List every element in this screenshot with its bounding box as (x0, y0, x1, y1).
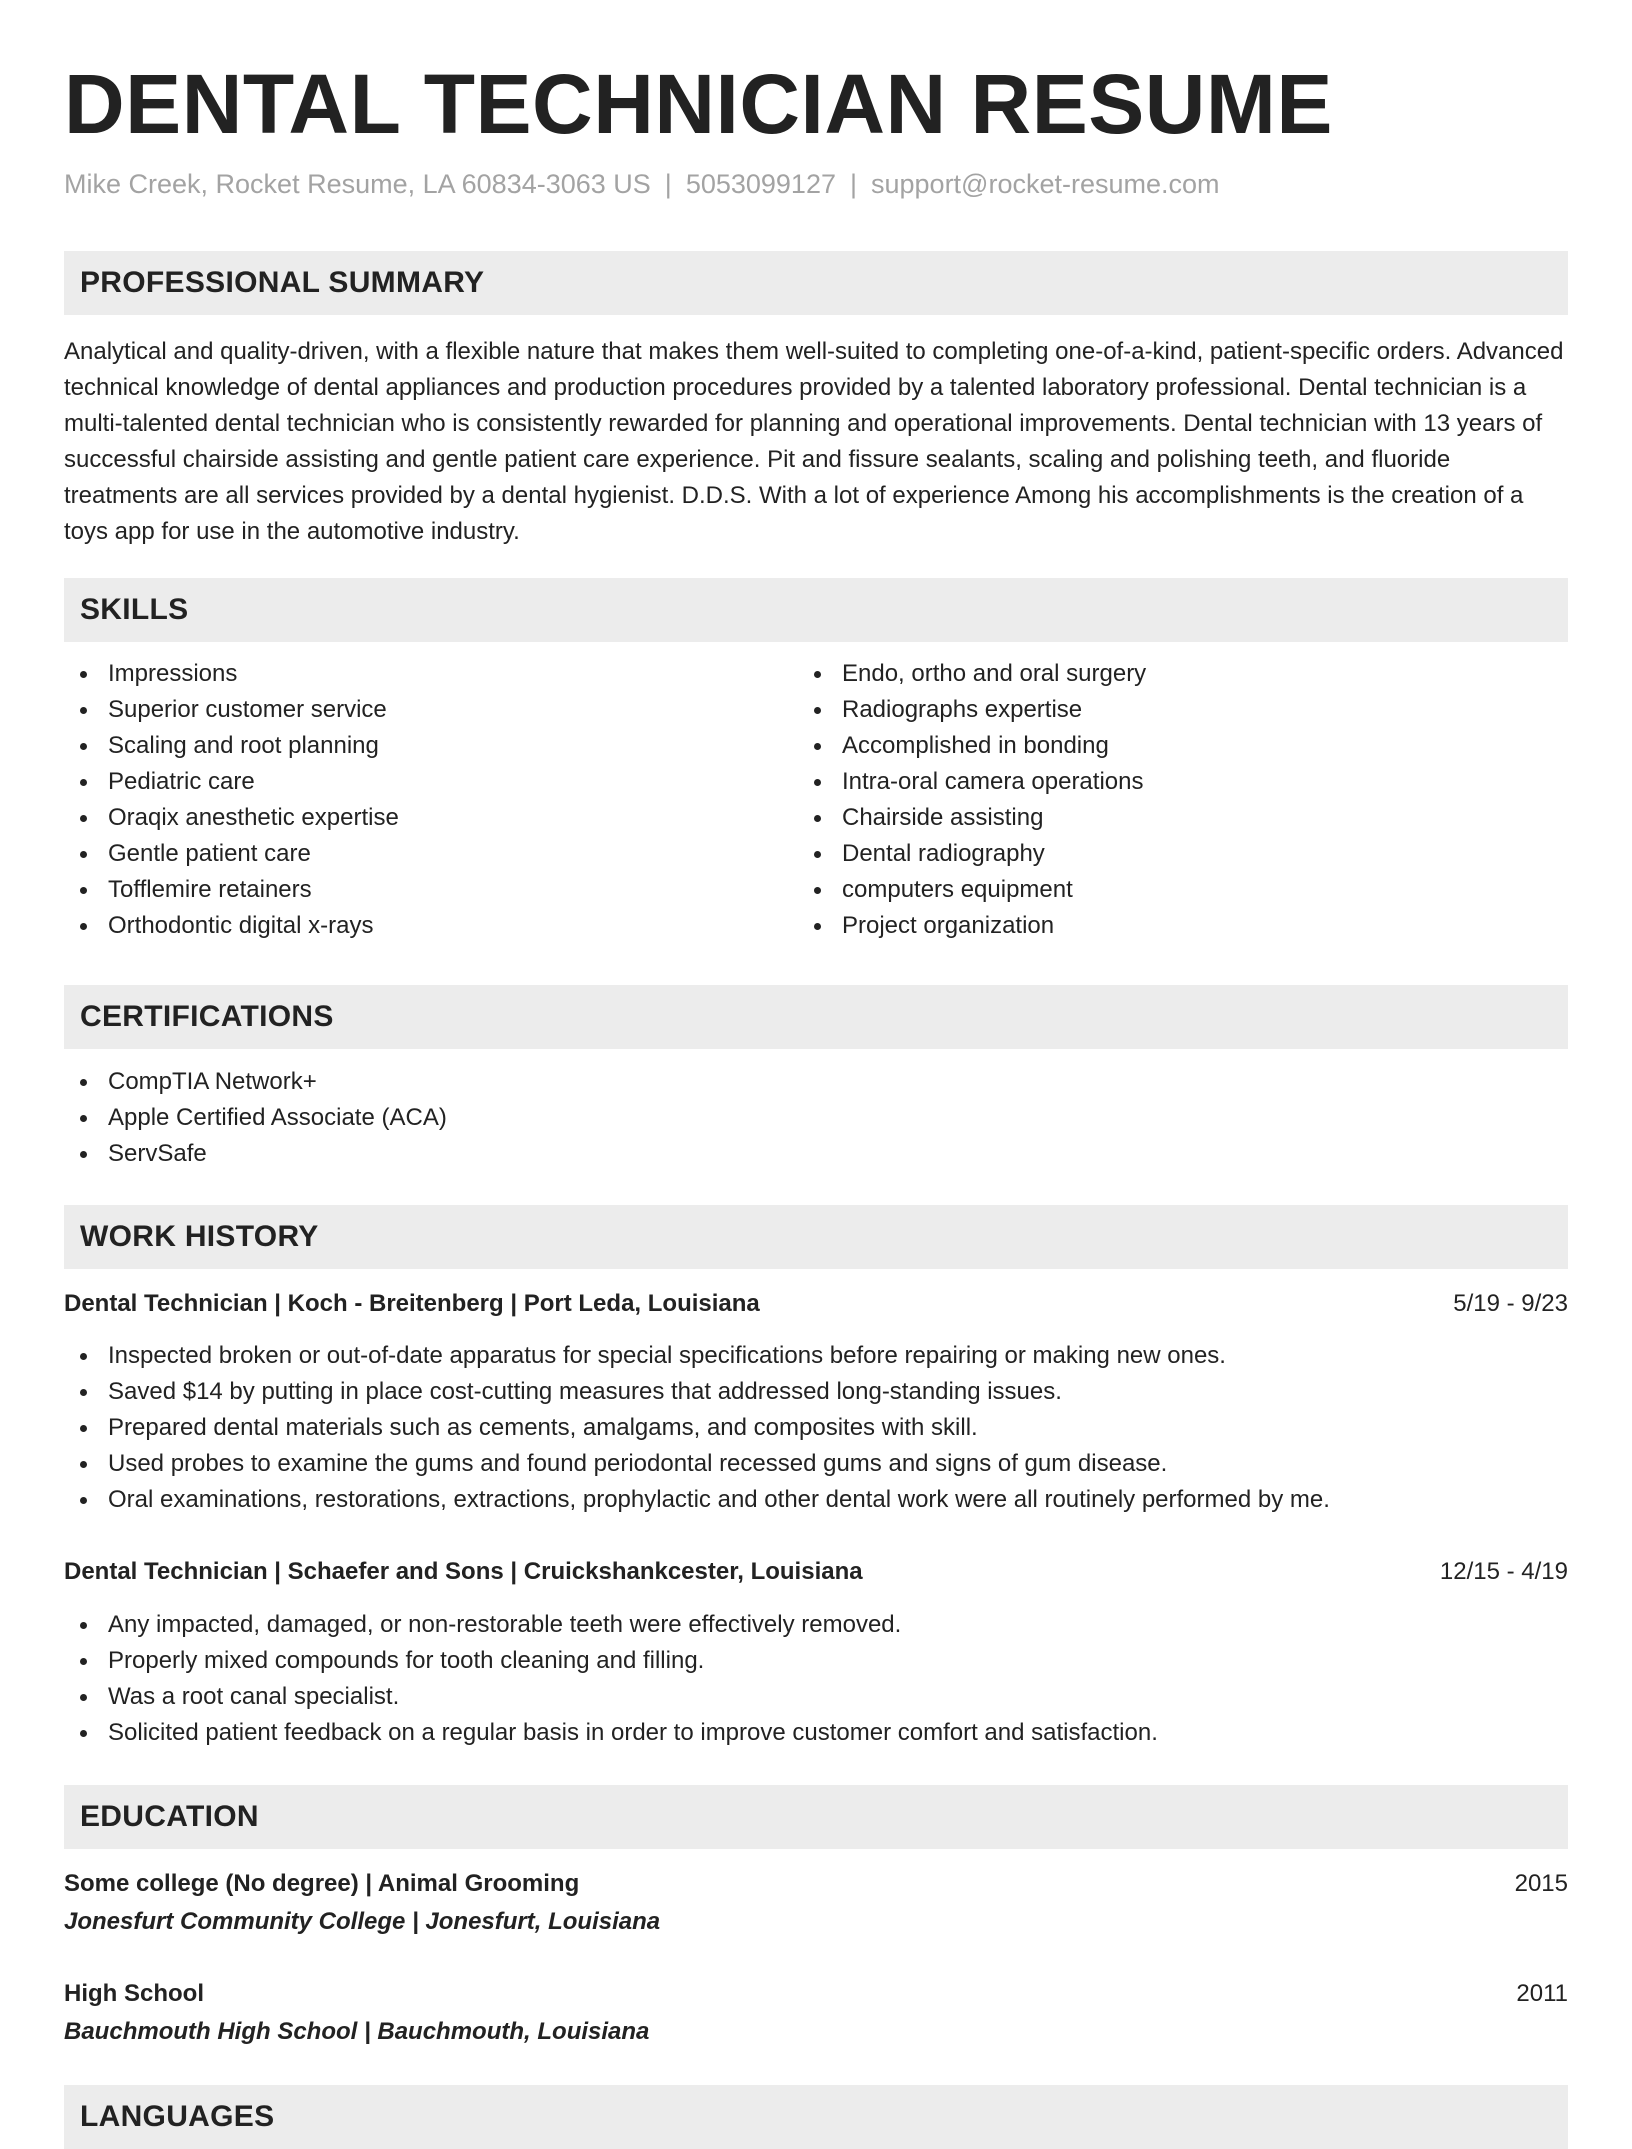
skill-item (64, 800, 399, 836)
job-duty-text: Prepared dental materials such as cements, amalgams, and composites with skill. (108, 1414, 978, 1441)
contact-line (64, 167, 1220, 201)
bullet-icon (814, 671, 821, 678)
education-section-header (64, 1785, 1568, 1849)
skill-label: Scaling and root planning (108, 732, 379, 759)
bullet-icon (814, 923, 821, 930)
job-duty-item (64, 1338, 1330, 1374)
skill-item (798, 764, 1146, 800)
job-duty-text: Solicited patient feedback on a regular basis in order to improve customer comfort and satisfaction. (108, 1719, 1158, 1746)
certification-label: Apple Certified Associate (ACA) (108, 1104, 447, 1131)
skill-item (64, 656, 399, 692)
skill-label: Impressions (108, 660, 238, 687)
skill-item (798, 728, 1146, 764)
bullet-icon (80, 1658, 87, 1665)
skill-label: Dental radiography (842, 840, 1045, 867)
certification-label: ServSafe (108, 1140, 207, 1167)
education-year: 2015 (1514, 1870, 1568, 1897)
education-entry-header (64, 1976, 1568, 2012)
certification-item (64, 1100, 447, 1136)
skill-item (64, 728, 399, 764)
bullet-icon (814, 815, 821, 822)
job-duty-text: Inspected broken or out-of-date apparatus for special specifications before repairing or making new ones. (108, 1342, 1226, 1369)
bullet-icon (814, 887, 821, 894)
skill-label: Radiographs expertise (842, 696, 1083, 723)
job-header (64, 1286, 1568, 1322)
bullet-icon (814, 707, 821, 714)
contact-address: Mike Creek, Rocket Resume, LA 60834-3063 US (64, 169, 651, 199)
job-title: Dental Technician | Schaefer and Sons | Cruickshankcester, Louisiana (64, 1558, 863, 1585)
job-duty-text: Was a root canal specialist. (108, 1683, 400, 1710)
skill-item (64, 836, 399, 872)
skill-label: Project organization (842, 912, 1055, 939)
job-duty-item (64, 1410, 1330, 1446)
contact-separator: | (849, 169, 857, 199)
skill-item (798, 656, 1146, 692)
job-duty-item (64, 1679, 1158, 1715)
job-duty-item (64, 1482, 1330, 1518)
bullet-icon (80, 707, 87, 714)
bullet-icon (80, 887, 87, 894)
skill-label: Superior customer service (108, 696, 387, 723)
bullet-icon (80, 1353, 87, 1360)
skill-label: Endo, ortho and oral surgery (842, 660, 1147, 687)
skill-item (64, 692, 399, 728)
contact-separator: | (664, 169, 672, 199)
bullet-icon (80, 1730, 87, 1737)
job-duty-text: Saved $14 by putting in place cost-cutting measures that addressed long-standing issues. (108, 1378, 1062, 1405)
bullet-icon (80, 671, 87, 678)
job-duty-item (64, 1607, 1158, 1643)
certifications-heading: CERTIFICATIONS (80, 1000, 334, 1033)
bullet-icon (80, 1425, 87, 1432)
certification-item (64, 1064, 447, 1100)
bullet-icon (80, 923, 87, 930)
job-dates: 12/15 - 4/19 (1439, 1558, 1568, 1585)
skill-label: Oraqix anesthetic expertise (108, 804, 399, 831)
job-dates: 5/19 - 9/23 (1453, 1290, 1568, 1317)
languages-heading: LANGUAGES (80, 2100, 275, 2133)
skill-label: Pediatric care (108, 768, 255, 795)
skill-item (798, 872, 1146, 908)
bullet-icon (814, 743, 821, 750)
job-duty-item (64, 1715, 1158, 1751)
bullet-icon (80, 1115, 87, 1122)
bullet-icon (80, 1694, 87, 1701)
contact-phone: 5053099127 (685, 169, 836, 199)
certification-label: CompTIA Network+ (108, 1068, 317, 1095)
education-degree: High School (64, 1980, 204, 2007)
job-duty-text: Used probes to examine the gums and found periodontal recessed gums and signs of gum disease. (108, 1450, 1168, 1477)
bullet-icon (814, 851, 821, 858)
bullet-icon (80, 1389, 87, 1396)
work-history-section-header (64, 1205, 1568, 1269)
summary-heading: PROFESSIONAL SUMMARY (80, 266, 485, 299)
skill-label: Accomplished in bonding (842, 732, 1109, 759)
bullet-icon (80, 1497, 87, 1504)
bullet-icon (80, 1461, 87, 1468)
job-duty-text: Any impacted, damaged, or non-restorable teeth were effectively removed. (108, 1611, 902, 1638)
languages-section-header (64, 2085, 1568, 2149)
education-heading: EDUCATION (80, 1800, 259, 1833)
bullet-icon (80, 743, 87, 750)
skill-label: Gentle patient care (108, 840, 311, 867)
job-duty-text: Oral examinations, restorations, extractions, prophylactic and other dental work were all routinely performed by me. (108, 1486, 1330, 1513)
skill-item (64, 872, 399, 908)
job-duty-item (64, 1374, 1330, 1410)
skill-item (64, 764, 399, 800)
skills-heading: SKILLS (80, 593, 189, 626)
education-degree: Some college (No degree) | Animal Grooming (64, 1870, 580, 1897)
work-history-heading: WORK HISTORY (80, 1220, 319, 1253)
education-school: Jonesfurt Community College | Jonesfurt, Louisiana (64, 1908, 661, 1935)
skills-section-header (64, 578, 1568, 642)
skill-label: Tofflemire retainers (108, 876, 312, 903)
summary-text: Analytical and quality-driven, with a flexible nature that makes them well-suited to completing one-of-a-kind, patient-specific orders. Advanced technical knowledge of dental appliances and production procedures provided by a talented laboratory professional. Dental technician is a multi-talented dental technician who is consistently rewarded for planning and operational improvements. Dental technician with 13 years of successful chairside assisting and gentle patient care experience. Pit and fissure sealants, scaling and polishing teeth, and fluoride treatments are all services provided by a dental hygienist. D.D.S. With a lot of experience Among his accomplishments is the creation of a toys app for use in the automotive industry. (64, 338, 1564, 545)
skills-list-left (64, 656, 399, 944)
bullet-icon (80, 779, 87, 786)
skill-item (798, 836, 1146, 872)
skill-label: Intra-oral camera operations (842, 768, 1144, 795)
certifications-section-header (64, 985, 1568, 1049)
skills-list-right (798, 656, 1146, 944)
education-entry-header (64, 1866, 1568, 1902)
bullet-icon (80, 851, 87, 858)
skill-label: Chairside assisting (842, 804, 1044, 831)
job-duty-item (64, 1446, 1330, 1482)
skill-label: computers equipment (842, 876, 1073, 903)
skill-item (798, 800, 1146, 836)
job-duties-list (64, 1338, 1330, 1518)
certifications-list (64, 1064, 447, 1172)
skill-label: Orthodontic digital x-rays (108, 912, 374, 939)
skill-item (64, 908, 399, 944)
job-title: Dental Technician | Koch - Breitenberg | Port Leda, Louisiana (64, 1290, 760, 1317)
bullet-icon (814, 779, 821, 786)
certification-item (64, 1136, 447, 1172)
summary-section-header (64, 251, 1568, 315)
education-year: 2011 (1516, 1980, 1568, 2007)
skill-item (798, 908, 1146, 944)
job-duty-item (64, 1643, 1158, 1679)
contact-email: support@rocket-resume.com (871, 169, 1220, 199)
skill-item (798, 692, 1146, 728)
bullet-icon (80, 1622, 87, 1629)
job-header (64, 1554, 1568, 1590)
job-duty-text: Properly mixed compounds for tooth cleaning and filling. (108, 1647, 705, 1674)
bullet-icon (80, 815, 87, 822)
bullet-icon (80, 1151, 87, 1158)
education-school: Bauchmouth High School | Bauchmouth, Louisiana (64, 2018, 650, 2045)
bullet-icon (80, 1079, 87, 1086)
resume-title: DENTAL TECHNICIAN RESUME (64, 57, 1333, 151)
job-duties-list (64, 1607, 1158, 1751)
